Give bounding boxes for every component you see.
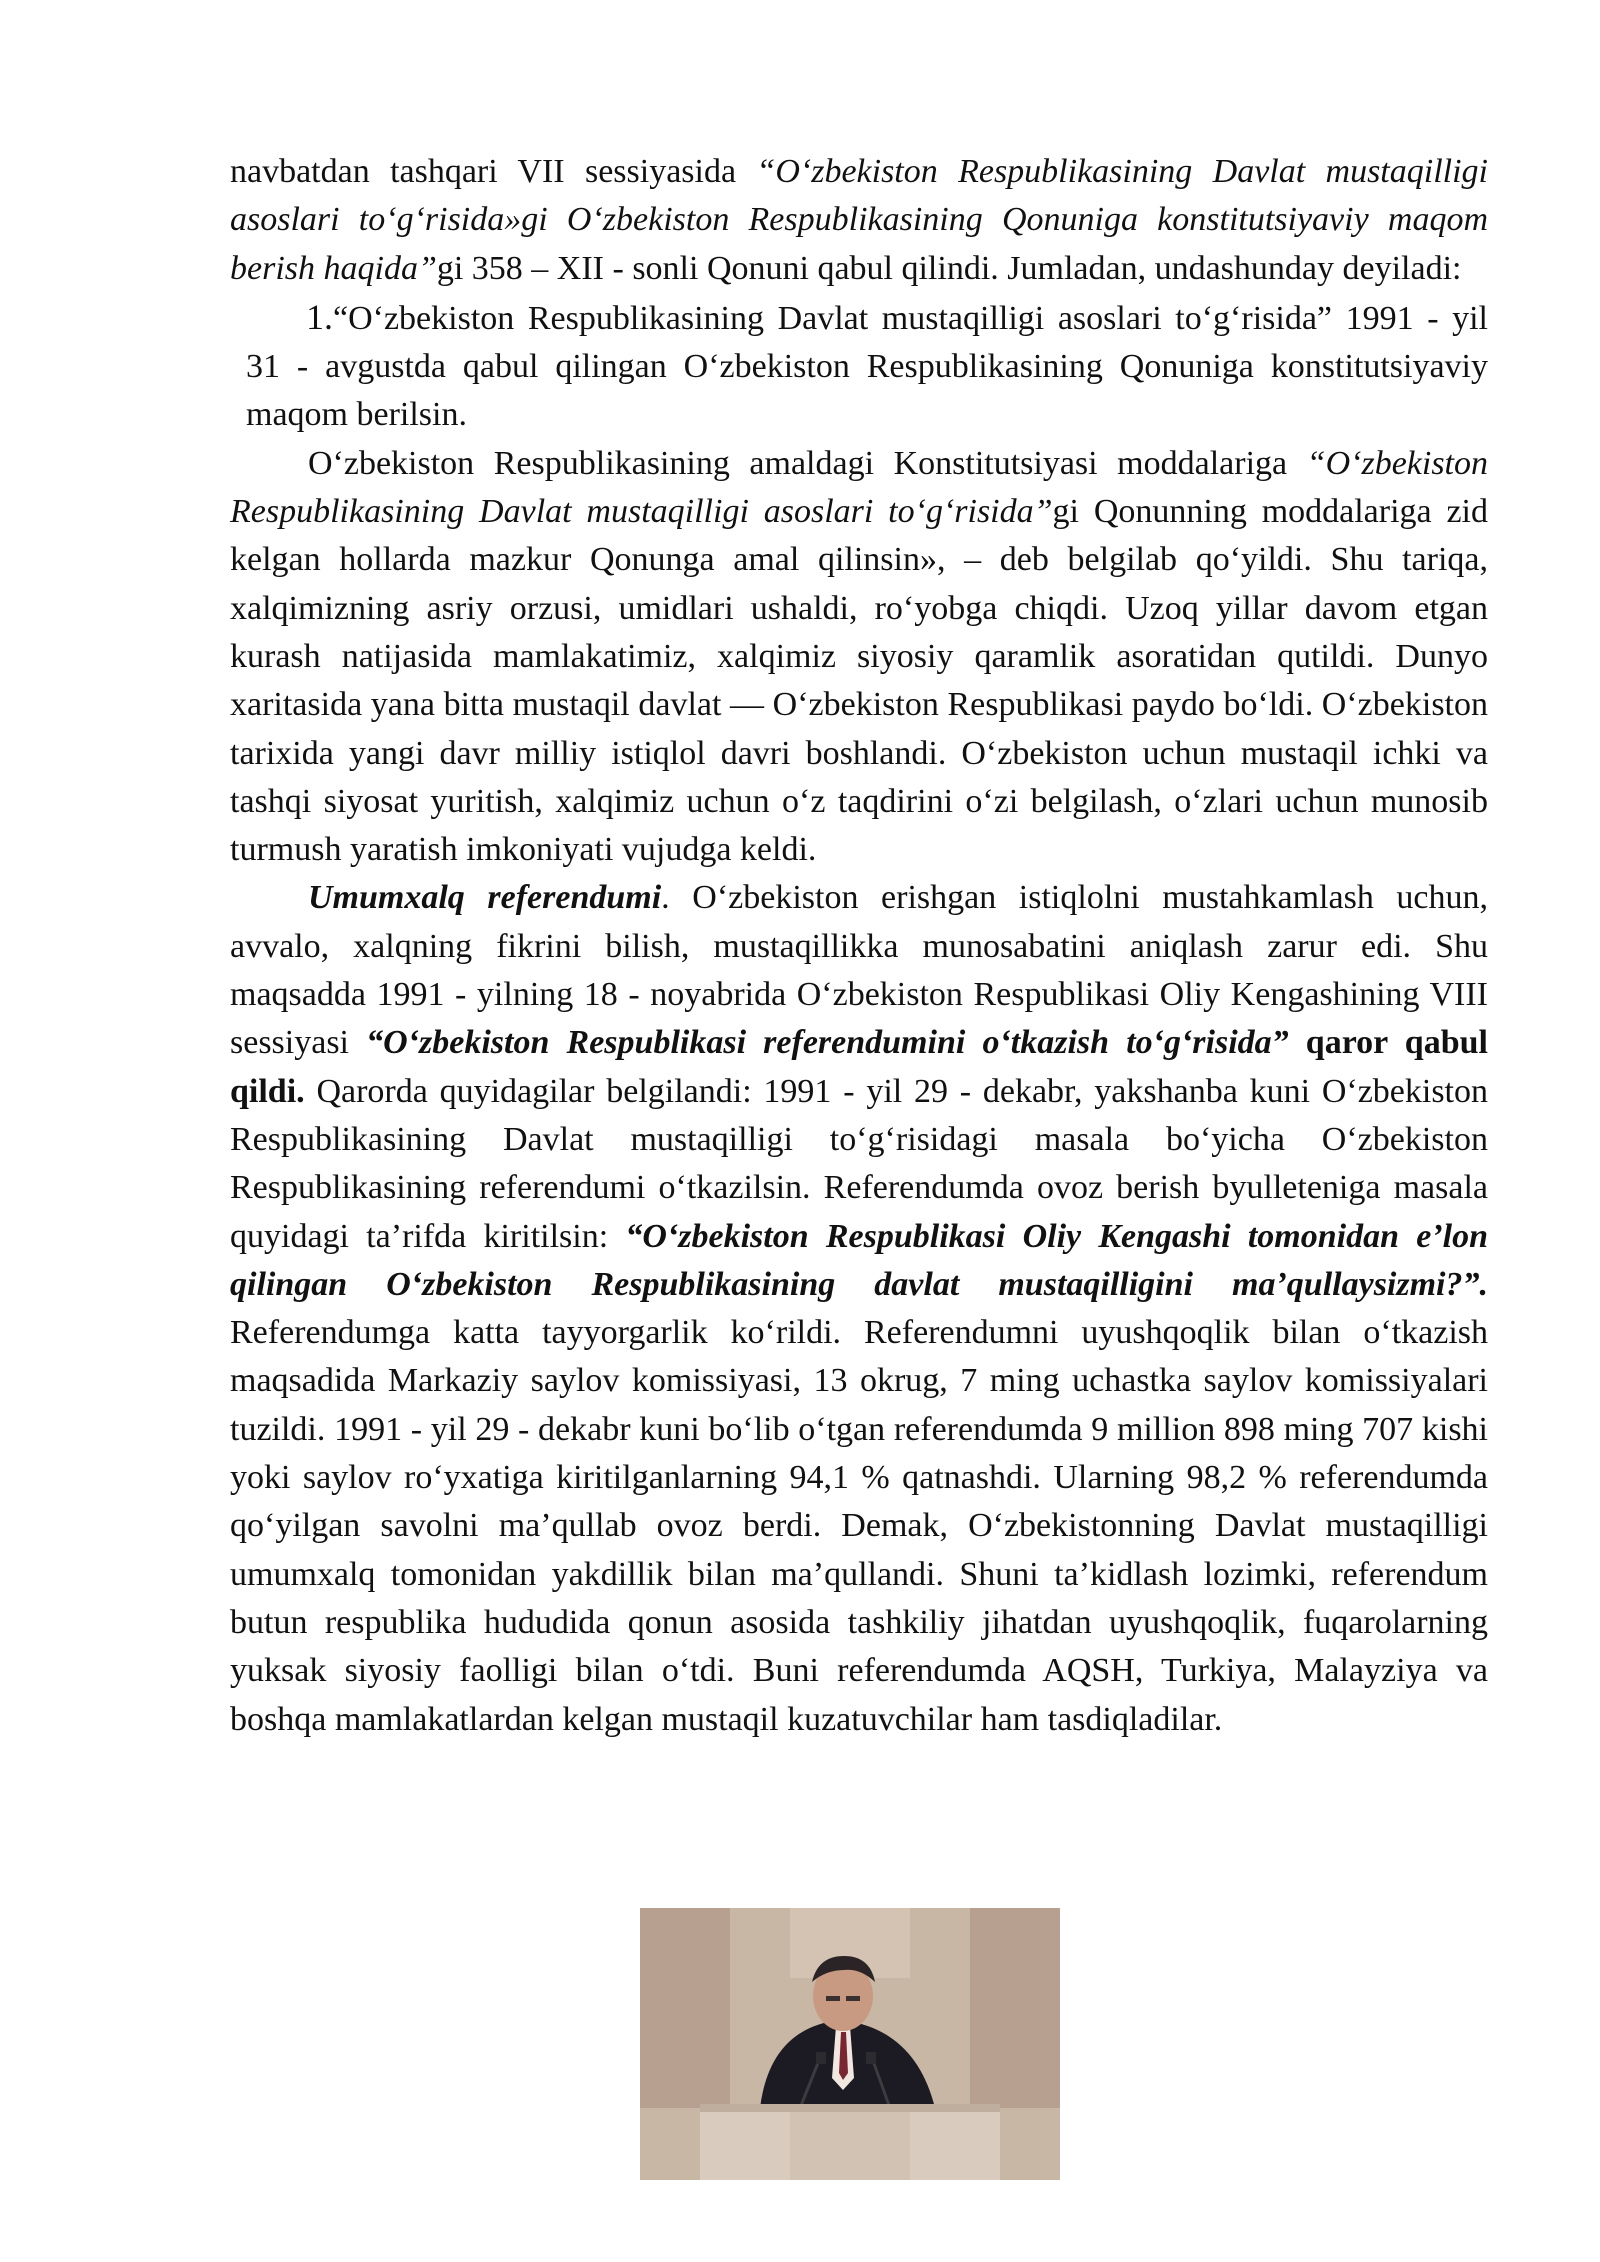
- text-run: Qarorda quyidagilar belgilandi: 1991 - yil 29 - dekabr, yakshanba kuni O‘zbekiston Respublikasining Davlat mustaqilligi to‘g‘risidagi masala bo‘yicha O‘zbekiston Respublikasining referendumi o‘tkazilsin. Referendumda ovoz berish byulleteniga masala quyidagi ta’rifda kiritilsin:: [230, 1072, 1488, 1255]
- text-run: “O‘zbekiston Respublikasining Davlat mustaqilligi asoslari to‘g‘risida” 1991 - yil 31 - avgustda qabul qilingan O‘zbekiston Respublikasining Qonuniga konstitutsiyaviy maqom berilsin.: [246, 299, 1488, 434]
- text-run: “O‘zbekiston Respublikasi Oliy Kengashi tomonidan e’lon qilingan O‘zbekiston Respublikasining davlat mustaqilligini ma’qullaysizmi?”.: [230, 1217, 1488, 1303]
- text-run: gi Qonunning moddalariga zid kelgan hollarda mazkur Qonunga amal qilinsin», – deb belgilab qo‘yildi. Shu tariqa, xalqimizning asriy orzusi, umidlari ushaldi, ro‘yobga chiqdi. Uzoq yillar davom etgan kurash natijasida mamlakatimiz, xalqimiz siyosiy qaramlik asoratidan qutildi. Dunyo xaritasida yana bitta mustaqil davlat — O‘zbekiston Respublikasi paydo bo‘ldi. O‘zbekiston tarixida yangi davr milliy istiqlol davri boshlandi. O‘zbekiston uchun mustaqil ichki va tashqi siyosat yuritish, xalqimiz uchun o‘z taqdirini o‘zi belgilash, o‘zlari uchun munosib turmush yaratish imkoniyati vujudga keldi.: [230, 493, 1489, 869]
- text-run: “O‘zbekiston Respublikasi referendumini o‘tkazish to‘g‘risida”: [366, 1024, 1289, 1062]
- text-run: qaror qabul qildi.: [230, 1024, 1488, 1110]
- paragraph-constitution: [230, 440, 1488, 875]
- speaker-photo: [640, 1908, 1060, 2180]
- paragraph-referendum: [230, 874, 1488, 1743]
- document-body: [230, 148, 1488, 1744]
- speaker-at-podium-image: [640, 1908, 1060, 2180]
- text-run: navbatdan tashqari VII sessiyasida: [230, 153, 757, 190]
- text-run: Umumxalq referendumi: [308, 879, 662, 917]
- paragraph-session-law: [230, 148, 1488, 293]
- list-item-1: [230, 293, 1488, 440]
- list-number: 1.: [306, 296, 333, 337]
- text-run: gi 358 – XII - sonli Qonuni qabul qilindi. Jumladan, undashunday deyiladi:: [436, 249, 1462, 287]
- text-run: Referendumga katta tayyorgarlik ko‘rildi. Referendumni uyushqoqlik bilan o‘tkazish maqsadida Markaziy saylov komissiyasi, 13 okrug, 7 ming uchastka saylov komissiyalari tuzildi. 1991 - yil 29 - dekabr kuni bo‘lib o‘tgan referendumda 9 million 898 ming 707 kishi yoki saylov ro‘yxatiga kiritilganlarning 94,1 % qatnashdi. Ularning 98,2 % referendumda qo‘yilgan savolni ma’qullab ovoz berdi. Demak, O‘zbekistonning Davlat mustaqilligi umumxalq tomonidan yakdillik bilan ma’qullandi. Shuni ta’kidlash lozimki, referendum butun respublika hududida qonun asosida tashkiliy jihatdan uyushqoqlik, fuqarolarning yuksak siyosiy faolligi bilan o‘tdi. Buni referendumda AQSH, Turkiya, Malayziya va boshqa mamlakatlardan kelgan mustaqil kuzatuvchilar ham tasdiqladilar.: [230, 1314, 1488, 1738]
- text-run: . O‘zbekiston erishgan istiqlolni mustahkamlash uchun, avvalo, xalqning fikrini bilish, mustaqillikka munosabatini aniqlash zarur edi. Shu maqsadda 1991 - yilning 18 - noyabrida O‘zbekiston Respublikasi Oliy Kengashining VIII sessiyasi: [230, 879, 1488, 1062]
- text-run: “O‘zbekiston Respublikasining Davlat mustaqilligi asoslari to‘g‘risida”: [230, 444, 1488, 531]
- text-run: O‘zbekiston Respublikasining amaldagi Konstitutsiyasi moddalariga: [308, 444, 1307, 482]
- text-run: “O‘zbekiston Respublikasining Davlat mustaqilligi asoslari to‘g‘risida»gi O‘zbekiston Respublikasining Qonuniga konstitutsiyaviy maqom berish haqida”: [230, 153, 1488, 287]
